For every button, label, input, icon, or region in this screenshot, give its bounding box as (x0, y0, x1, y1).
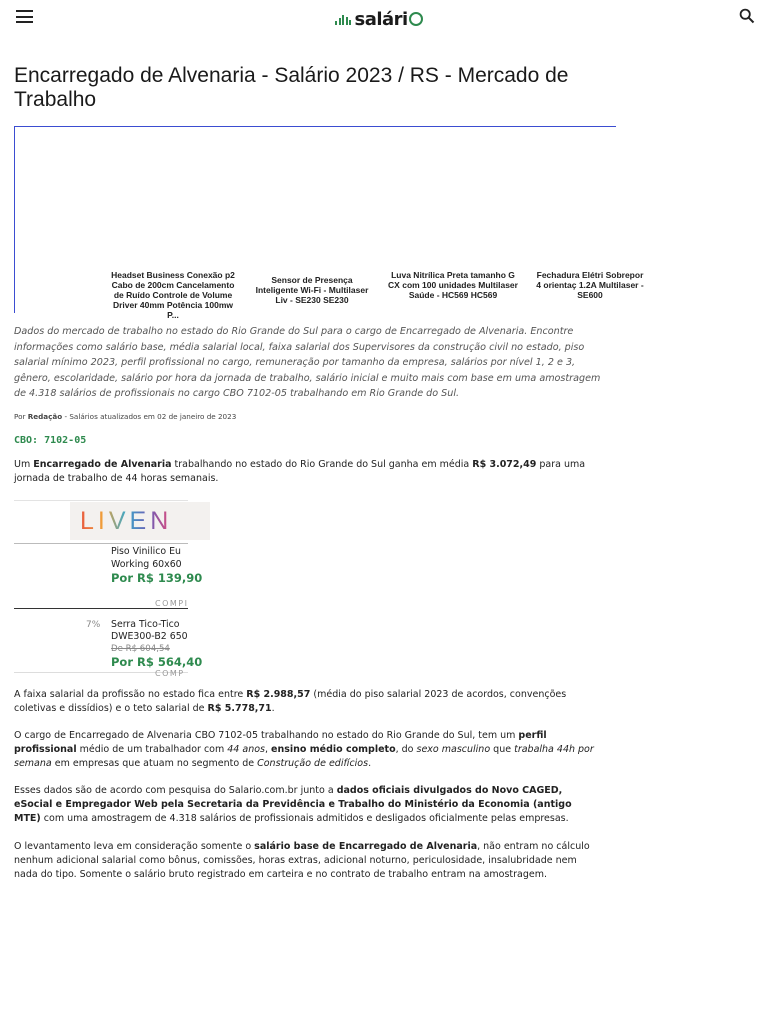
byline-por: Por (14, 412, 26, 421)
discount-badge: 7% (86, 620, 101, 630)
intro-text: Dados do mercado de trabalho no estado do Rio Grande do Sul para o cargo de Encarregado de Alvenaria. Encontre informações como salário base, média salarial local, faixa salarial dos Supervisores da construção civil no estado, piso salarial mínimo 2023, perfil profissional no cargo, remuneração por tamanho da empresa, salários por nível 1, 2 e 3, gênero, escolaridade, salário por hora da jornada de trabalho, salário inicial e muito mais com base em uma amostragem de 4.318 salários de profissionais no cargo CBO 7102-05 trabalhando em Rio Grande do Sul. (14, 326, 601, 399)
ad-item[interactable]: Sensor de Presença Inteligente Wi-Fi - Multilaser Liv - SE230 SE230 (255, 275, 369, 305)
byline-updated: - Salários atualizados em 02 de janeiro de 2023 (64, 412, 237, 421)
search-icon[interactable] (739, 8, 755, 24)
page-title: Encarregado de Alvenaria - Salário 2023 / RS - Mercado de Trabalho (14, 64, 569, 111)
ad-item[interactable]: Fechadura Elétri Sobrepor 4 orientaç 1.2A Multilaser - SE600 (536, 270, 644, 300)
product-price: Por R$ 139,90 (111, 571, 203, 585)
data-source-paragraph: Esses dados são de acordo com pesquisa do Salario.com.br junto a dados oficiais divulgados do Novo CAGED, eSocial e Empregador Web pela Secretaria da Previdência e Trabalho do Ministério da Economia (antigo MTE) com uma amostragem de 4.318 salários de profissionais admitidos e desligados oficialmente pelas empresas. (14, 785, 572, 824)
top-bar (0, 0, 768, 38)
byline (14, 412, 236, 421)
hamburger-menu-icon[interactable] (16, 10, 33, 23)
divider (14, 608, 188, 609)
product-name[interactable]: Piso Vinilico Eu (111, 546, 181, 557)
byline-author[interactable]: Redação (27, 412, 63, 421)
liven-logo[interactable]: LIVEN (70, 502, 210, 540)
product-name[interactable]: Working 60x60 (111, 559, 182, 570)
product-name[interactable]: DWE300-B2 650 (111, 631, 188, 642)
product-price: Por R$ 564,40 (111, 655, 203, 669)
profile-paragraph: O cargo de Encarregado de Alvenaria CBO 7102-05 trabalhando no estado do Rio Grande do Sul, tem um perfil profissional médio de um trabalhador com 44 anos, ensino médio completo, do sexo masculino que trabalha 44h por semana em empresas que atuam no segmento de Construção de edifícios. (14, 730, 594, 769)
cbo-code: CBO: 7102-05 (14, 435, 87, 446)
buy-button[interactable]: COMPI (155, 599, 189, 608)
average-salary-paragraph: Um Encarregado de Alvenaria trabalhando no estado do Rio Grande do Sul ganha em média R$ 3.072,49 para uma jornada de trabalho de 44 horas semanais. (14, 459, 586, 484)
ad-item[interactable]: Luva Nitrílica Preta tamanho G CX com 100 unidades Multilaser Saúde - HC569 HC569 (388, 270, 518, 300)
logo-o-icon (409, 12, 423, 26)
ad-carousel[interactable] (14, 126, 644, 320)
logo-bars-icon (335, 13, 353, 25)
salary-range-paragraph: A faixa salarial da profissão no estado fica entre R$ 2.988,57 (média do piso salarial 2023 de acordos, convenções coletivas e dissídios) e o teto salarial de R$ 5.778,71. (14, 689, 567, 714)
shopping-ad[interactable] (14, 500, 203, 680)
methodology-paragraph: O levantamento leva em consideração somente o salário base de Encarregado de Alvenaria, não entram no cálculo nenhum adicional salarial como bônus, comissões, horas extras, adicional noturno, periculosidade, insalubridade nem nada do tipo. Somente o salário bruto registrado em carteira e no contrato de trabalho entram na amostragem. (14, 841, 590, 880)
shop-brand-row (14, 500, 188, 544)
buy-button[interactable]: COMP (155, 669, 185, 678)
site-logo[interactable] (335, 7, 423, 31)
logo-text: salári (354, 8, 408, 30)
product-name[interactable]: Serra Tico-Tico (111, 619, 180, 630)
ad-item[interactable]: Headset Business Conexão p2 Cabo de 200cm Cancelamento de Ruído Controle de Volume Driver 40mm Potência 100mw P... (111, 270, 235, 320)
product-old-price: De R$ 604,54 (111, 644, 170, 654)
